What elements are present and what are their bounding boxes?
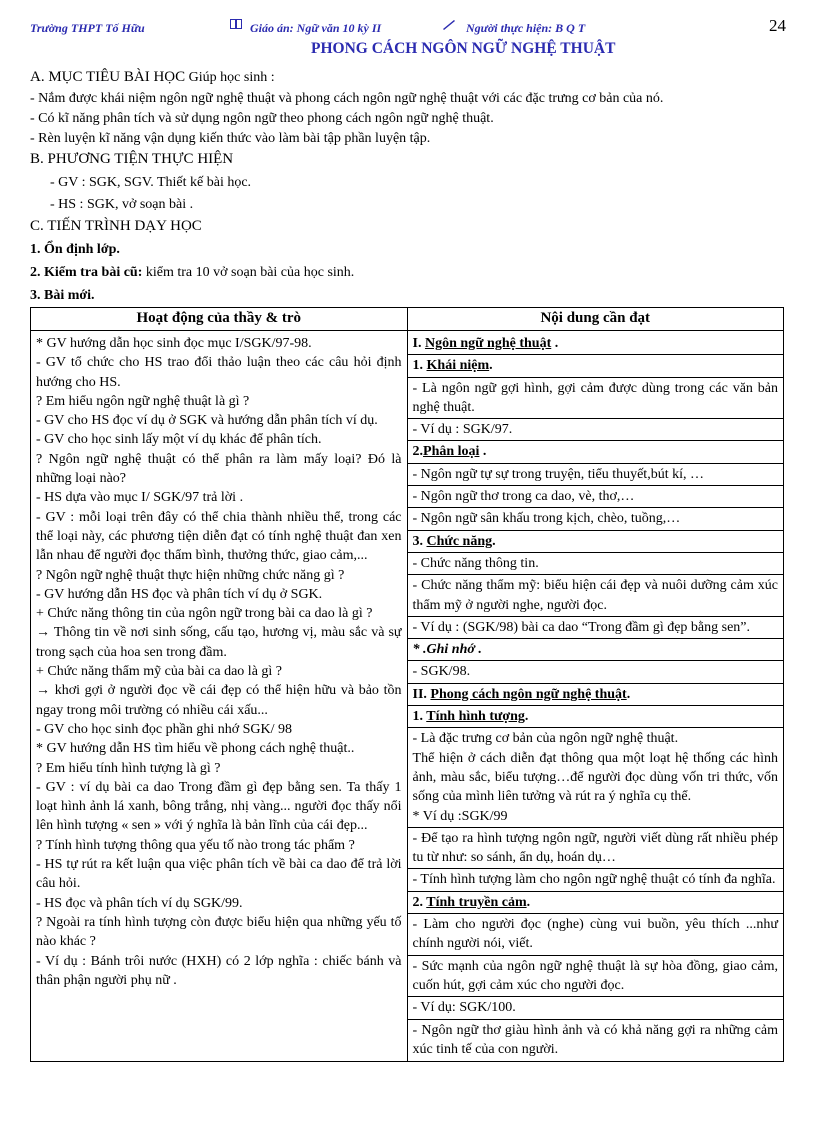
page-header (30, 18, 790, 38)
activity-line: + Chức năng thông tin của ngôn ngữ trong bài ca dao là gì ? (36, 606, 373, 622)
activity-line: - Ví dụ : Bánh trôi nước (HXH) có 2 lớp nghĩa : chiếc bánh và thân phận người phụ nữ . (36, 953, 402, 988)
means-item: - GV : SGK, SGV. Thiết kế bài học. (50, 175, 252, 190)
school-name: Trường THPT Tố Hữu (30, 21, 145, 35)
activity-line: ? Em hiểu ngôn ngữ nghệ thuật là gì ? (36, 393, 250, 409)
objective-item: - Có kĩ năng phân tích và sử dụng ngôn ngữ theo phong cách ngôn ngữ nghệ thuật. (30, 111, 494, 126)
section-c-heading: C. TIẾN TRÌNH DẠY HỌC (30, 218, 202, 234)
lesson-table (30, 307, 784, 1062)
content-line: * Ví dụ :SGK/99 (412, 808, 508, 824)
content-line: - Là đặc trưng cơ bản của ngôn ngữ nghệ thuật. (412, 731, 679, 747)
lesson-plan-label: Giáo án: Ngữ văn 10 kỳ II (250, 21, 382, 35)
page-number: 24 (769, 16, 786, 35)
content-subheading: 3. Chức năng. (412, 533, 496, 549)
content-subheading: 2. Tính truyền cảm. (412, 894, 531, 910)
activities-cell (31, 331, 408, 1062)
note-heading: * .Ghi nhớ . (412, 642, 482, 658)
pen-icon (442, 18, 456, 30)
activity-line: → Thông tin về nơi sinh sống, cấu tạo, hương vị, màu sắc và sự trong sạch của hoa sen trong đầm. (36, 625, 402, 660)
activity-line: * GV hướng dẫn học sinh đọc mục I/SGK/97-98. (36, 336, 312, 351)
activity-line: - GV tổ chức cho HS trao đổi thảo luận theo các câu hỏi định hướng cho HS. (36, 355, 402, 390)
content-section-heading: I. Ngôn ngữ nghệ thuật . (412, 336, 559, 351)
content-line: - Ngôn ngữ sân khấu trong kịch, chèo, tuồng,… (412, 511, 681, 527)
activity-line: ? Ngoài ra tính hình tượng còn được biểu hiện qua những yếu tố nào khác ? (36, 914, 402, 950)
content-cell (407, 331, 783, 1062)
step-1-label: 1. Ổn định lớp. (30, 242, 120, 257)
content-line: - Chức năng thẩm mỹ: biểu hiện cái đẹp và nuôi dưỡng cảm xúc thẩm mỹ ở người nghe, người đọc. (412, 578, 778, 613)
content-line: - Ngôn ngữ thơ trong ca dao, vè, thơ,… (412, 489, 635, 505)
content-line: - Ngôn ngữ tự sự trong truyện, tiểu thuyết,bút kí, … (412, 466, 704, 482)
activity-line: - GV cho HS đọc ví dụ ở SGK và hướng dẫn phân tích ví dụ. (36, 413, 378, 429)
content-line: - Để tạo ra hình tượng ngôn ngữ, người viết dùng rất nhiều phép tu từ như: so sánh, ẩn dụ, hoán dụ… (412, 830, 778, 866)
content-subheading: 1. Tính hình tượng. (412, 709, 529, 725)
objective-item: - Rèn luyện kĩ năng vận dụng kiến thức vào làm bài tập phần luyện tập. (30, 131, 431, 146)
activity-line: → khơi gợi ở người đọc về cái đẹp có thể hiện hữu và bảo tồn ngay trong môi trường có nhiều cái xấu... (36, 683, 402, 718)
content-line: - Ví dụ : SGK/97. (412, 422, 513, 438)
activity-line: ? Em hiểu tính hình tượng là gì ? (36, 760, 221, 776)
page-title: PHONG CÁCH NGÔN NGỮ NGHỆ THUẬT (311, 40, 616, 57)
step-3-label: 3. Bài mới. (30, 288, 95, 303)
content-line: - Ví dụ : (SGK/98) bài ca dao “Trong đầm gì đẹp bằng sen”. (412, 619, 751, 635)
content-line: - Làm cho người đọc (nghe) cùng vui buồn, yêu thích ...như chính người nói, viết. (412, 917, 778, 952)
content-line: - Là ngôn ngữ gợi hình, gợi cảm được dùng trong các văn bản nghệ thuật. (412, 380, 778, 415)
means-item: - HS : SGK, vở soạn bài . (50, 197, 194, 212)
content-line: - Ví dụ: SGK/100. (412, 1000, 516, 1016)
activity-line: - GV : mỗi loại trên đây có thể chia thành nhiều thể, trong các thể loại này, các phương tiện diễn đạt có tính nghệ thuật đan xen lẫn nhau để người đọc thẩm bình, thưởng thức, giao cảm,... (36, 509, 402, 564)
activity-line: - HS dựa vào mục I/ SGK/97 trả lời . (36, 490, 244, 506)
content-subheading: 1. Khái niệm. (412, 358, 493, 374)
author-label: Người thực hiện: B Q T (466, 21, 586, 35)
content-line: Thể hiện ở cách diễn đạt thông qua một loạt hệ thống các hình ảnh, màu sắc, biểu tượng…để người đọc dùng vốn tri thức, vốn sống của mình liên tưởng và rút ra ý nghĩa cụ thể. (412, 750, 778, 805)
column-header-content: Nội dung cần đạt (407, 308, 783, 331)
activity-line: - HS tự rút ra kết luận qua việc phân tích về bài ca dao để trả lời câu hỏi. (36, 857, 402, 892)
content-subheading: 2.Phân loại . (412, 444, 487, 460)
column-header-activities: Hoạt động của thầy & trò (31, 308, 408, 331)
section-a-lead: Giúp học sinh : (185, 70, 275, 85)
section-b-heading: B. PHƯƠNG TIỆN THỰC HIỆN (30, 151, 234, 167)
activity-line: + Chức năng thẩm mỹ của bài ca dao là gì ? (36, 664, 283, 680)
content-section-heading: II. Phong cách ngôn ngữ nghệ thuật. (412, 686, 631, 702)
objective-item: - Nắm được khái niệm ngôn ngữ nghệ thuật và phong cách ngôn ngữ nghệ thuật với các đặc trưng cơ bản của nó. (30, 91, 664, 106)
activity-line: - HS đọc và phân tích ví dụ SGK/99. (36, 895, 243, 911)
content-line: - Chức năng thông tin. (412, 555, 539, 571)
activity-line: - GV cho học sinh lấy một ví dụ khác để phân tích. (36, 432, 322, 448)
content-line: - SGK/98. (412, 664, 471, 680)
content-line: - Tính hình tượng làm cho ngôn ngữ nghệ thuật có tính đa nghĩa. (412, 872, 776, 888)
activity-line: - GV hướng dẫn HS đọc và phân tích ví dụ ở SGK. (36, 586, 323, 602)
content-line: - Ngôn ngữ thơ giàu hình ảnh và có khả năng gợi ra những cảm xúc tinh tế của con người. (412, 1022, 778, 1057)
activity-line: - GV : ví dụ bài ca dao Trong đầm gì đẹp bằng sen. Ta thấy 1 loạt hình ảnh lá xanh, bông trắng, nhị vàng... người đọc thấy nổi lên hình tượng « sen » với ý nghĩa là bản lĩnh của cái đẹp... (36, 779, 402, 834)
content-line: - Sức mạnh của ngôn ngữ nghệ thuật là sự hòa đồng, giao cảm, cuốn hút, gợi cảm xúc cho người đọc. (412, 958, 778, 993)
activity-line: - GV cho học sinh đọc phần ghi nhớ SGK/ 98 (36, 721, 293, 737)
activity-line: ? Ngôn ngữ nghệ thuật thực hiện những chức năng gì ? (36, 567, 345, 583)
section-a-heading: A. MỤC TIÊU BÀI HỌC (30, 69, 186, 85)
activity-line: ? Tính hình tượng thông qua yếu tố nào trong tác phẩm ? (36, 837, 355, 853)
step-2-label: 2. Kiểm tra bài cũ: (30, 265, 143, 280)
activity-line: * GV hướng dẫn HS tìm hiểu về phong cách nghệ thuật.. (36, 741, 355, 757)
step-2-text: kiểm tra 10 vở soạn bài của học sinh. (142, 265, 355, 280)
book-icon (230, 18, 242, 30)
activity-line: ? Ngôn ngữ nghệ thuật có thể phân ra làm mấy loại? Đó là những loại nào? (36, 451, 402, 487)
